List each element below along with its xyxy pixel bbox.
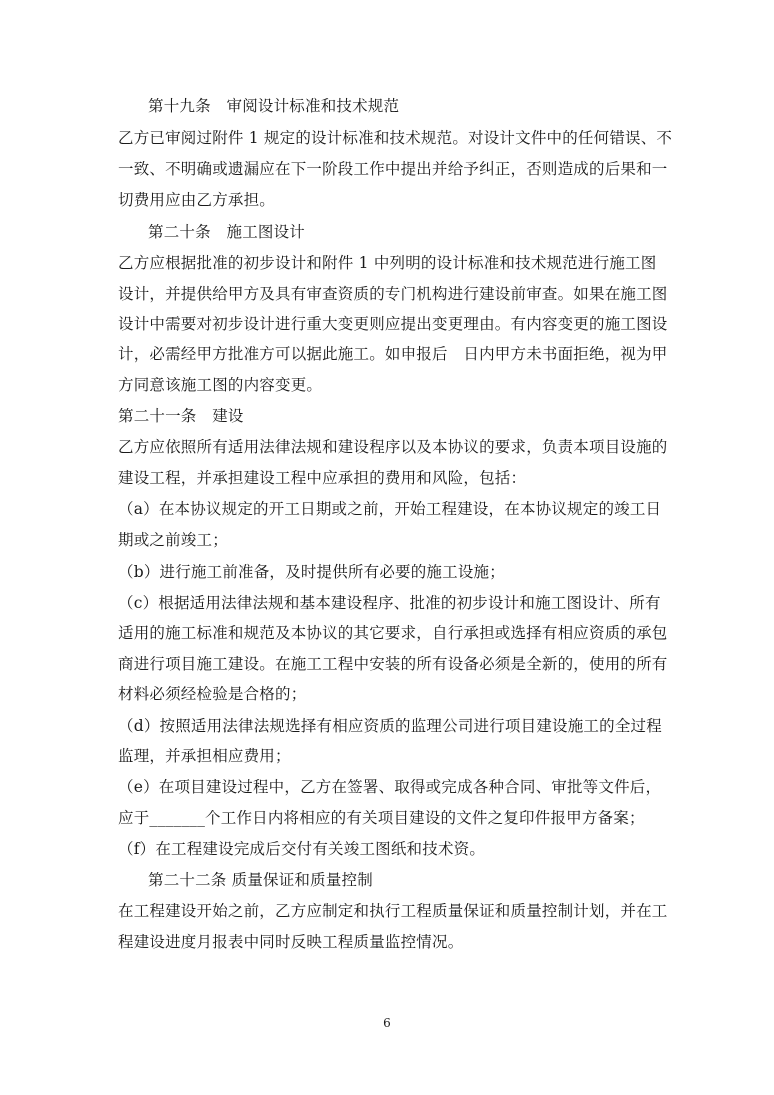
list-item-c: （c）根据适用法律法规和基本建设程序、批准的初步设计和施工图设计、所有 bbox=[118, 594, 661, 612]
paragraph-line: 乙方应依照所有适用法律法规和建设程序以及本协议的要求，负责本项目设施的 bbox=[118, 438, 668, 456]
paragraph-line: 设计中需要对初步设计进行重大变更则应提出变更理由。有内容变更的施工图设 bbox=[118, 315, 668, 333]
paragraph-line: 乙方应根据批准的初步设计和附件 1 中列明的设计标准和技术规范进行施工图 bbox=[118, 254, 657, 272]
paragraph-line: 程建设进度月报表中同时反映工程质量监控情况。 bbox=[118, 933, 464, 951]
list-item-c-cont: 适用的施工标准和规范及本协议的其它要求，自行承担或选择有相应资质的承包 bbox=[118, 624, 668, 642]
list-item-d-cont: 监理，并承担相应费用； bbox=[118, 747, 291, 765]
list-item-c-cont: 商进行项目施工建设。在施工工程中安装的所有设备必须是全新的，使用的所有 bbox=[118, 655, 668, 673]
paragraph-line: 一致、不明确或遗漏应在下一阶段工作中提出并给予纠正，否则造成的后果和一 bbox=[118, 160, 668, 178]
list-item-c-cont: 材料必须经检验是合格的； bbox=[118, 685, 307, 703]
paragraph-line: 方同意该施工图的内容变更。 bbox=[118, 376, 323, 394]
list-item-a: （a）在本协议规定的开工日期或之前，开始工程建设，在本协议规定的竣工日 bbox=[118, 500, 662, 518]
paragraph-line: 计，必需经甲方批准方可以据此施工。如申报后 日内甲方未书面拒绝，视为甲 bbox=[118, 345, 668, 363]
article-20-heading: 第二十条 施工图设计 bbox=[148, 223, 306, 241]
paragraph-line: 切费用应由乙方承担。 bbox=[118, 191, 276, 209]
article-21-heading: 第二十一条 建设 bbox=[118, 407, 244, 425]
list-item-f: （f）在工程建设完成后交付有关竣工图纸和技术资。 bbox=[118, 840, 486, 858]
list-item-e-cont: 应于_______个工作日内将相应的有关项目建设的文件之复印件报甲方备案； bbox=[118, 809, 645, 827]
paragraph-line: 设计，并提供给甲方及具有审查资质的专门机构进行建设前审查。如果在施工图 bbox=[118, 285, 668, 303]
paragraph-line: 乙方已审阅过附件 1 规定的设计标准和技术规范。对设计文件中的任何错误、不 bbox=[118, 129, 673, 147]
article-22-heading: 第二十二条 质量保证和质量控制 bbox=[148, 871, 373, 889]
paragraph-line: 建设工程，并承担建设工程中应承担的费用和风险，包括： bbox=[118, 469, 527, 487]
list-item-b: （b）进行施工前准备，及时提供所有必要的施工设施； bbox=[118, 563, 505, 581]
article-19-heading: 第十九条 审阅设计标准和技术规范 bbox=[148, 97, 400, 115]
list-item-d: （d）按照适用法律法规选择有相应资质的监理公司进行项目建设施工的全过程 bbox=[118, 717, 662, 735]
page-number: 6 bbox=[383, 1016, 391, 1030]
paragraph-line: 在工程建设开始之前，乙方应制定和执行工程质量保证和质量控制计划，并在工 bbox=[118, 902, 668, 920]
list-item-a-cont: 期或之前竣工； bbox=[118, 531, 228, 549]
list-item-e: （e）在项目建设过程中，乙方在签署、取得或完成各种合同、审批等文件后， bbox=[118, 778, 662, 796]
